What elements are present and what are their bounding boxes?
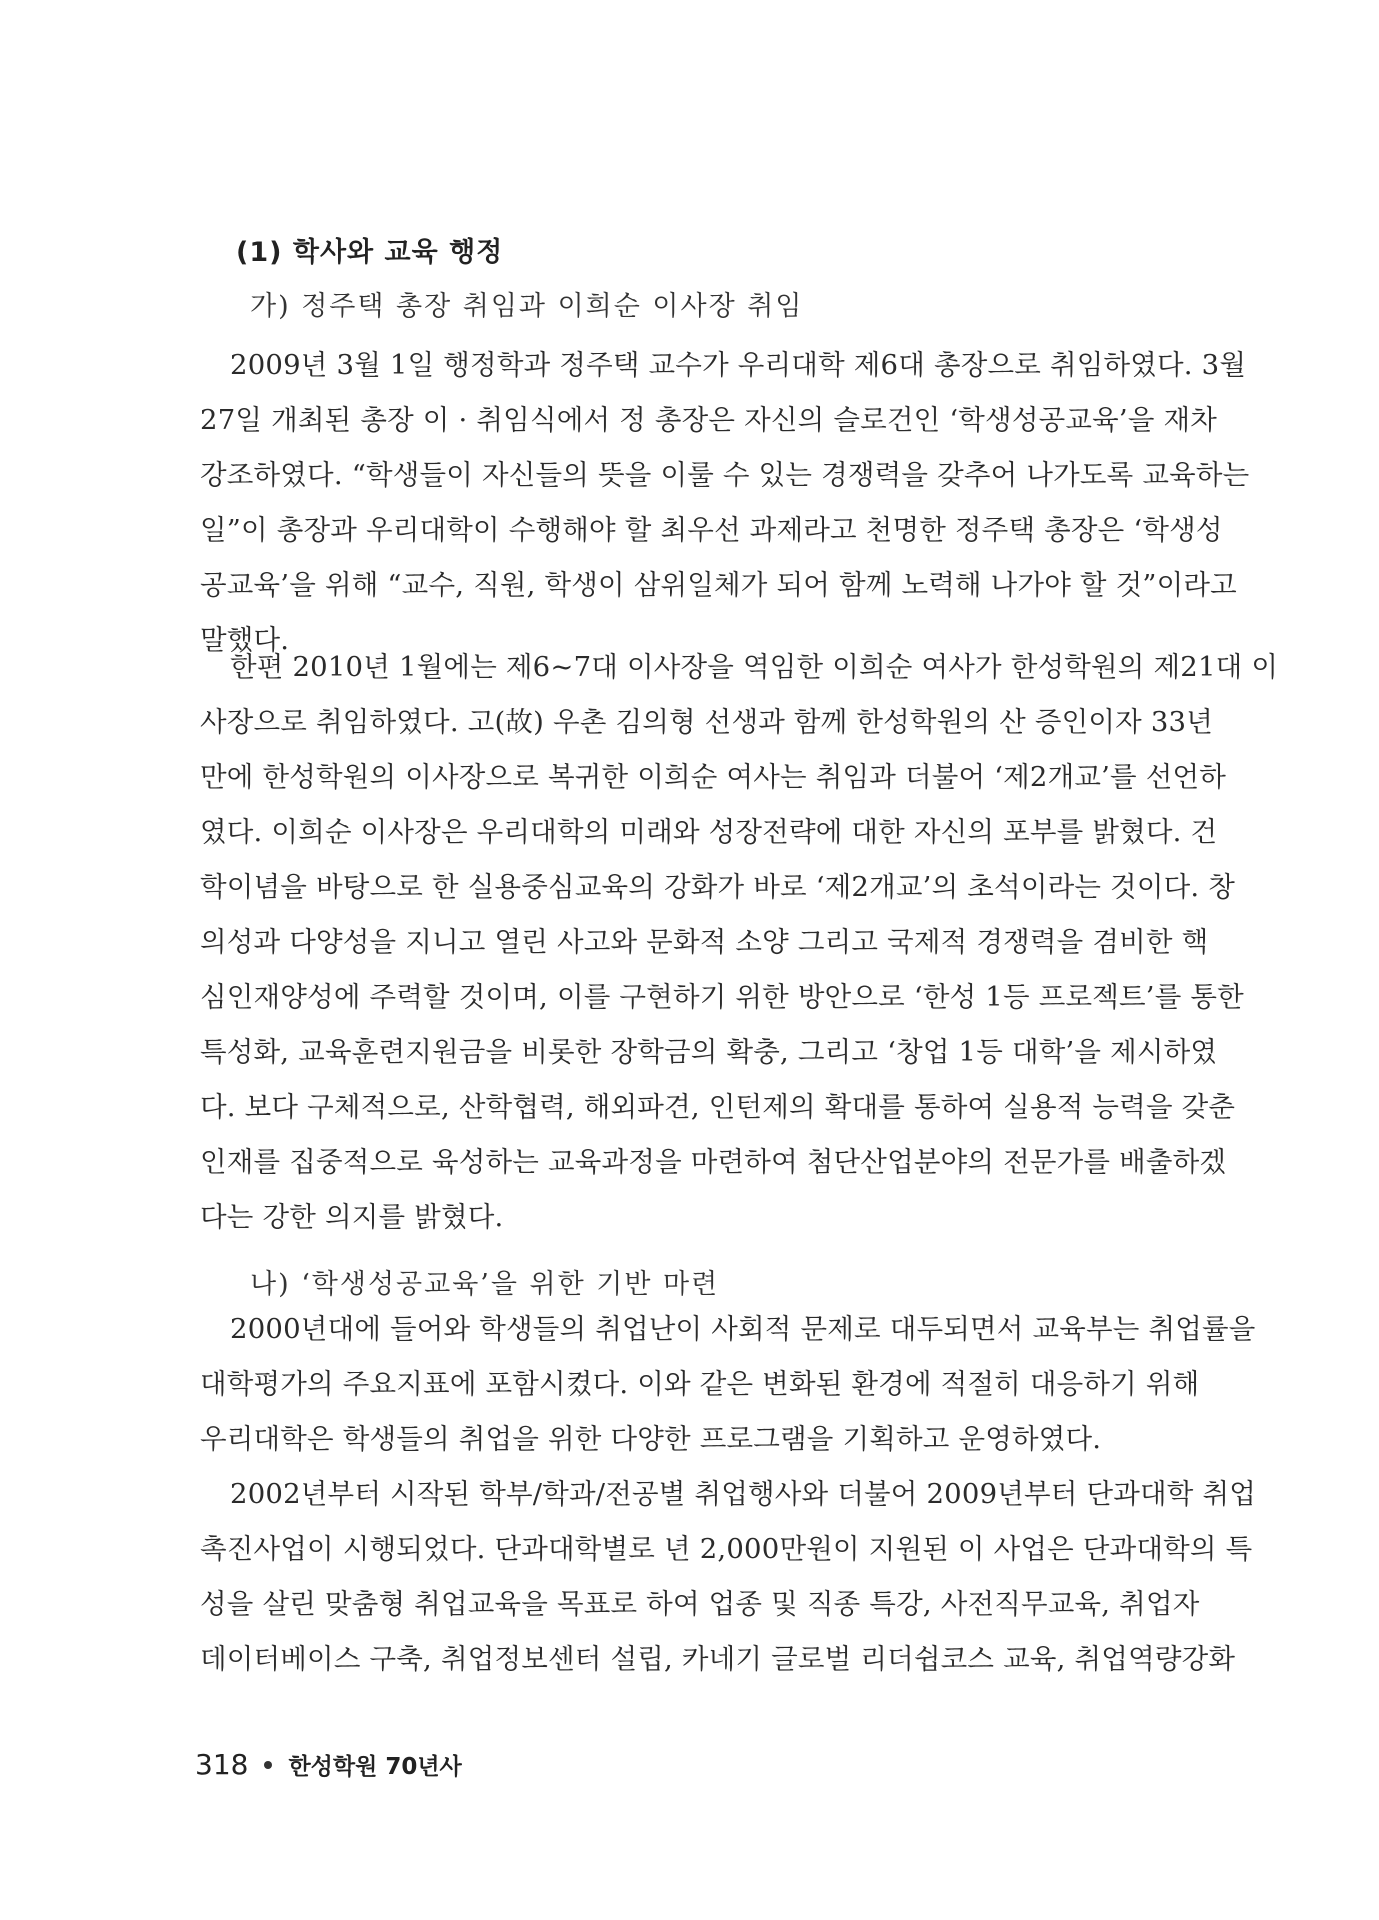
paragraph-2 bbox=[200, 640, 1279, 1245]
book-title: 한성학원 70년사 bbox=[288, 1754, 462, 1780]
subsection-title-na: 나) ‘학생성공교육’을 위한 기반 마련 bbox=[250, 1269, 720, 1300]
page-number: 318 bbox=[195, 1748, 249, 1781]
text-line: 촉진사업이 시행되었다. 단과대학별로 년 2,000만원이 지원된 이 사업은 단과대학의 특 bbox=[200, 1533, 1253, 1565]
text-line: 데이터베이스 구축, 취업정보센터 설립, 카네기 글로벌 리더쉽코스 교육, 취업역량강화 bbox=[200, 1643, 1236, 1675]
text-line: 2002년부터 시작된 학부/학과/전공별 취업행사와 더불어 2009년부터 단과대학 취업 bbox=[230, 1478, 1257, 1510]
page-footer bbox=[195, 1748, 462, 1781]
text-line: 성을 살린 맞춤형 취업교육을 목표로 하여 업종 및 직종 특강, 사전직무교육, 취업자 bbox=[200, 1588, 1200, 1620]
section-title: (1) 학사와 교육 행정 bbox=[236, 237, 504, 268]
text-line: 공교육’을 위해 “교수, 직원, 학생이 삼위일체가 되어 함께 노력해 나가야 할 것”이라고 bbox=[200, 569, 1237, 601]
text-line: 의성과 다양성을 지니고 열린 사고와 문화적 소양 그리고 국제적 경쟁력을 겸비한 핵 bbox=[200, 926, 1209, 958]
text-line: 말했다. bbox=[200, 624, 290, 656]
text-line: 심인재양성에 주력할 것이며, 이를 구현하기 위한 방안으로 ‘한성 1등 프로젝트’를 통한 bbox=[200, 981, 1244, 1013]
subsection-title-ga: 가) 정주택 총장 취임과 이희순 이사장 취임 bbox=[250, 291, 804, 322]
text-line: 강조하였다. “학생들이 자신들의 뜻을 이룰 수 있는 경쟁력을 갖추어 나가도록 교육하는 bbox=[200, 459, 1250, 491]
text-line: 2000년대에 들어와 학생들의 취업난이 사회적 문제로 대두되면서 교육부는 취업률을 bbox=[230, 1313, 1256, 1345]
text-line: 다는 강한 의지를 밝혔다. bbox=[200, 1201, 504, 1233]
text-line: 학이념을 바탕으로 한 실용중심교육의 강화가 바로 ‘제2개교’의 초석이라는 것이다. 창 bbox=[200, 871, 1236, 903]
text-line: 였다. 이희순 이사장은 우리대학의 미래와 성장전략에 대한 자신의 포부를 밝혔다. 건 bbox=[200, 816, 1218, 848]
text-line: 한편 2010년 1월에는 제6~7대 이사장을 역임한 이희순 여사가 한성학원의 제21대 이 bbox=[230, 651, 1279, 683]
text-line: 만에 한성학원의 이사장으로 복귀한 이희순 여사는 취임과 더불어 ‘제2개교’를 선언하 bbox=[200, 761, 1227, 793]
text-line: 특성화, 교육훈련지원금을 비롯한 장학금의 확충, 그리고 ‘창업 1등 대학’을 제시하였 bbox=[200, 1036, 1218, 1068]
text-line: 대학평가의 주요지표에 포함시켰다. 이와 같은 변화된 환경에 적절히 대응하기 위해 bbox=[200, 1368, 1200, 1400]
bullet-dot-icon bbox=[264, 1761, 272, 1769]
text-line: 인재를 집중적으로 육성하는 교육과정을 마련하여 첨단산업분야의 전문가를 배출하겠 bbox=[200, 1146, 1227, 1178]
text-line: 다. 보다 구체적으로, 산학협력, 해외파견, 인턴제의 확대를 통하여 실용적 능력을 갖춘 bbox=[200, 1091, 1236, 1123]
text-line: 2009년 3월 1일 행정학과 정주택 교수가 우리대학 제6대 총장으로 취임하였다. 3월 bbox=[230, 349, 1247, 381]
text-line: 27일 개최된 총장 이 · 취임식에서 정 총장은 자신의 슬로건인 ‘학생성공교육’을 재차 bbox=[200, 404, 1218, 436]
text-line: 사장으로 취임하였다. 고(故) 우촌 김의형 선생과 함께 한성학원의 산 증인이자 33년 bbox=[200, 706, 1214, 738]
text-line: 우리대학은 학생들의 취업을 위한 다양한 프로그램을 기획하고 운영하였다. bbox=[200, 1423, 1102, 1455]
paragraph-4 bbox=[200, 1467, 1257, 1687]
paragraph-3 bbox=[200, 1302, 1256, 1467]
text-line: 일”이 총장과 우리대학이 수행해야 할 최우선 과제라고 천명한 정주택 총장은 ‘학생성 bbox=[200, 514, 1223, 546]
